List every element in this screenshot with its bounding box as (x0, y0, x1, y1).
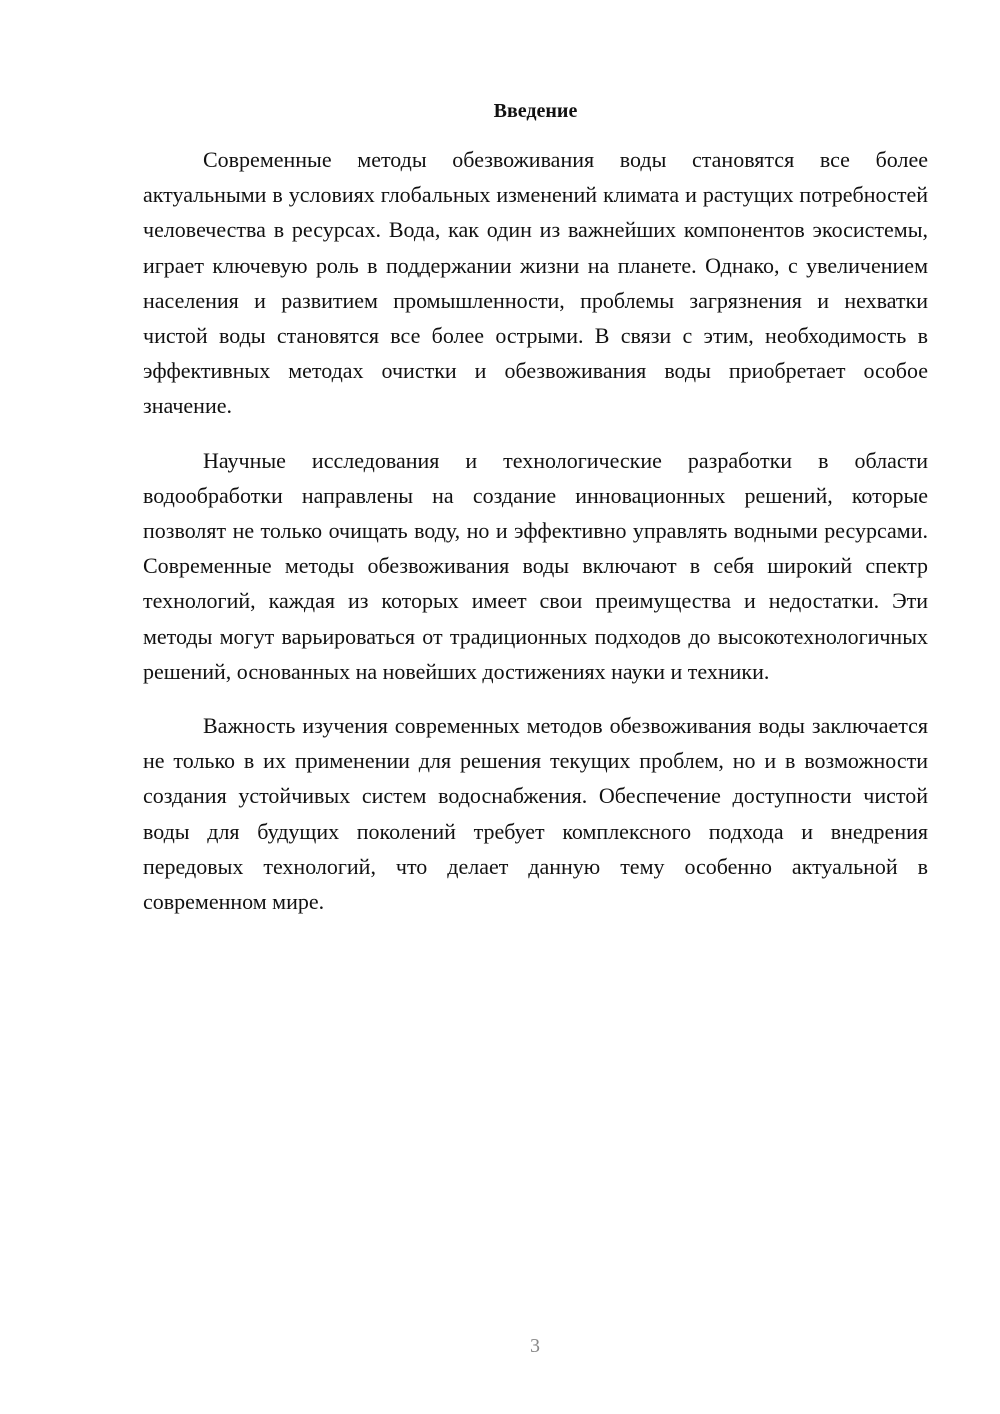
paragraph: Современные методы обезвоживания воды становятся все более актуальными в условиях глобальных изменений климата и растущих потребностей человечества в ресурсах. Вода, как один из важнейших компонентов экосистемы, играет ключевую роль в поддержании жизни на планете. Однако, с увеличением населения и развитием промышленности, проблемы загрязнения и нехватки чистой воды становятся все более острыми. В связи с этим, необходимость в эффективных методах очистки и обезвоживания воды приобретает особое значение. (143, 147, 928, 419)
paragraph: Важность изучения современных методов обезвоживания воды заключается не только в их применении для решения текущих проблем, но и в возможности создания устойчивых систем водоснабжения. Обеспечение доступности чистой воды для будущих поколений требует комплексного подхода и внедрения передовых технологий, что делает данную тему особенно актуальной в современном мире. (143, 713, 928, 915)
section-heading: Введение (493, 100, 578, 122)
body-text (143, 142, 928, 938)
paragraph: Научные исследования и технологические разработки в области водообработки направлены на создание инновационных решений, которые позволят не только очищать воду, но и эффективно управлять водными ресурсами. Современные методы обезвоживания воды включают в себя широкий спектр технологий, каждая из которых имеет свои преимущества и недостатки. Эти методы могут варьироваться от традиционных подходов до высокотехнологичных решений, основанных на новейших достижениях науки и техники. (143, 447, 928, 684)
page-number: 3 (530, 1335, 540, 1357)
